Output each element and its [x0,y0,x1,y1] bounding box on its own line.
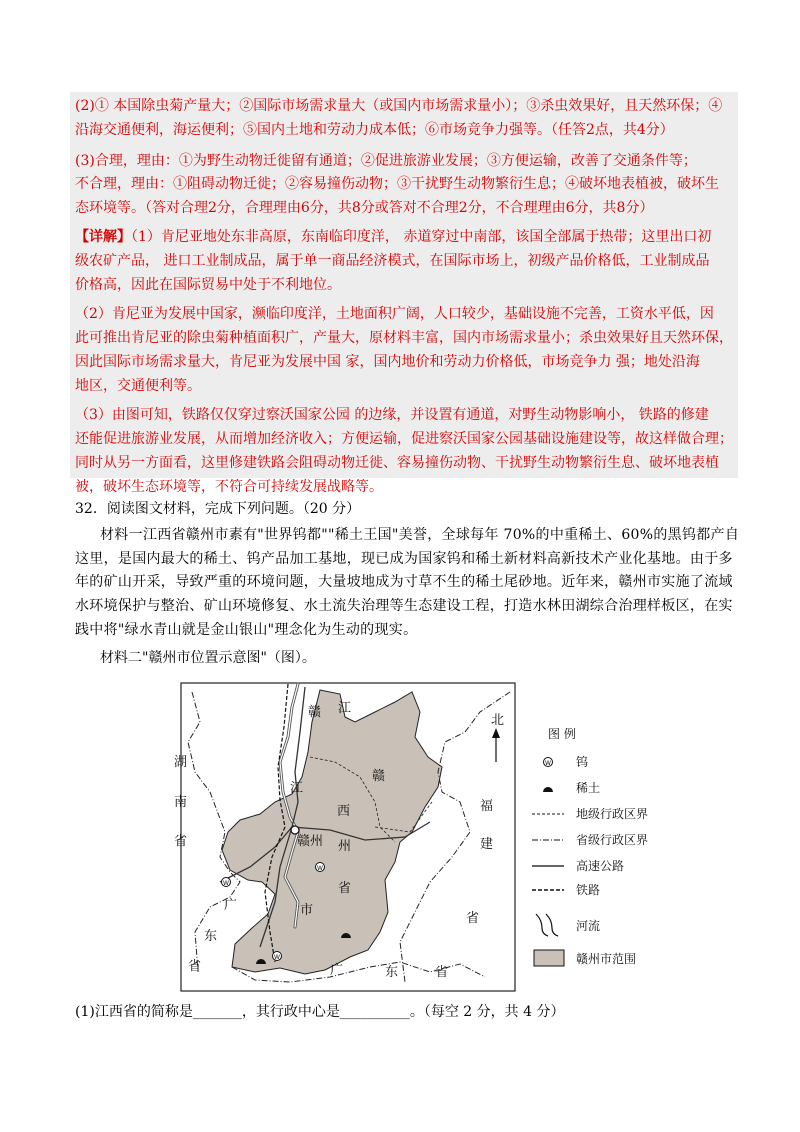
label-sheng5: 省 [435,965,449,980]
label-xi: 西 [337,804,351,819]
detail-line-1 [75,227,711,247]
answer-line-3: (3)合理，理由：①为野生动物迁徙留有通道；②促进旅游业发展；③方便运输，改善了交通条件等； [75,153,697,169]
legend-river: 河流 [576,919,601,933]
detail-line-5: 此可推出肯尼亚的除虫菊种植面积广，产量大，原材料丰富，国内市场需求量小；杀虫效果好且天然环保， [75,330,733,346]
legend-ganzhou-area: 赣州市范围 [576,952,637,966]
detail-tag: 【详解】 [75,229,131,245]
legend-highway: 高速公路 [576,859,625,873]
legend-ganzhou-area-icon [534,950,564,966]
north-label: 北 [491,713,505,728]
label-sheng1: 省 [338,881,352,896]
question-title: 32．阅读图文材料，完成下列问题。（20 分） [75,501,361,517]
label-shi: 市 [300,903,314,918]
map-svg [174,682,660,994]
svg-text:W: W [274,954,280,961]
detail-line-10: 同时从另一方面看，这里修建铁路会阻碍动物迁徙、容易撞伤动物、干扰野生动物繁衍生息、破坏地表植 [75,455,719,471]
label-jian: 建 [480,837,494,852]
material2-line: 材料二"赣州市位置示意图"（图）。 [100,650,316,666]
legend-river-icon [536,914,558,936]
answer-line-1: (2)① 本国除虫菊产量大；②国际市场需求量大（或国内市场需求量小）；③杀虫效果好，且天然环保；④ [75,98,723,114]
label-fu: 福 [480,799,494,814]
detail-line-6: 因此国际市场需求量大，肯尼亚为发展中国 家，国内地价和劳动力价格低，市场竞争力 强；地处沿海 [75,354,700,370]
label-sheng3: 省 [466,911,480,926]
label-dong1: 东 [204,929,218,944]
label-guang2: 广 [330,963,344,978]
detail-line-8: （3）由图可知，铁路仅仅穿过察沃国家公园 的边缘，并设置有通道，对野生动物影响小， 铁路的修建 [75,407,709,423]
label-gan: 赣 [308,705,322,720]
label-gan2: 赣 [372,769,386,784]
material1-line-4: 水环境保护与整治、矿山环境修复、水土流失治理等生态建设工程，打造水林田湖综合治理样板区，在实 [75,598,733,614]
legend-title: 图 例 [548,727,576,741]
label-dong2: 东 [385,965,399,980]
material1-line-5: 践中将"绿水青山就是金山银山"理念化为生动的现实。 [75,622,418,638]
legend-rare-earth: 稀土 [576,781,601,795]
legend-tungsten: 钨 [576,755,589,769]
svg-text:W: W [317,865,323,872]
label-sheng2: 省 [174,834,188,849]
label-sheng4: 省 [188,959,202,974]
label-ganzhou-city: 赣州 [297,834,324,849]
label-hu: 湖 [174,755,188,770]
label-guang1: 广 [224,898,238,913]
label-jiang2: 江 [290,781,304,796]
answer-line-4: 不合理，理由：①阻碍动物迁徙；②容易撞伤动物；③干扰野生动物繁衍生息；④破坏地表植被，破坏生 [75,176,719,192]
sub-question-1: (1)江西省的简称是_______，其行政中心是__________。（每空 2 分，共 4 分） [75,1004,565,1020]
detail-line-4: （2）肯尼亚为发展中国家，濒临印度洋，土地面积广阔，人口较少，基础设施不完善，工资水平低，因 [75,306,714,322]
legend-province-boundary: 省级行政区界 [576,833,649,847]
label-nan: 南 [174,795,188,810]
answer-line-5: 态环境等。（答对合理2分，合理理由6分，共8分或答对不合理2分，不合理理由6分，共8分） [75,200,654,216]
material1-line-3: 年的矿山开采，导致严重的环境问题，大量坡地成为寸草不生的稀土尾砂地。近年来，赣州市实施了流域 [75,574,733,590]
svg-text:W: W [545,760,551,767]
svg-text:W: W [223,880,229,887]
detail-line-3: 价格高，因此在国际贸易中处于不利地位。 [75,277,341,293]
detail-line-9: 还能促进旅游业发展，从而增加经济收入；方便运输，促进察沃国家公园基础设施建设等，故这样做合理； [75,431,733,447]
detail-line-2: 级农矿产品， 进口工业制成品，属于单一商品经济模式，在国际市场上，初级产品价格低，工业制成品 [75,253,710,269]
label-zhou: 州 [338,839,352,854]
detail-line-11: 被，破坏生态环境等，不符合可持续发展战略等。 [75,479,383,495]
ganzhou-location-map [174,682,660,994]
ganzhou-city-marker [291,826,299,834]
detail-line-7: 地区，交通便利等。 [75,378,201,394]
legend-prefecture-boundary: 地级行政区界 [576,807,649,821]
material1-line-2: 这里，是国内最大的稀土、钨产品加工基地，现已成为国家钨和稀土新材料高新技术产业化基地。由于多 [75,551,733,567]
answer-line-2: 沿海交通便利，海运便利；⑤国内土地和劳动力成本低；⑥市场竞争力强等。（任答2点，共4分） [75,122,674,138]
material1-line-1: 材料一江西省赣州市素有"世界钨都""稀土王国"美誉，全球每年 70%的中重稀土、60%的黑钨都产自 [100,527,740,543]
legend-railway: 铁路 [576,883,601,897]
legend-rare-earth-icon [543,787,553,792]
detail-text-1: （1）肯尼亚地处东非高原，东南临印度洋， 赤道穿过中南部，该国全部属于热带；这里出口初 [131,229,712,245]
label-jiang1: 江 [338,701,352,716]
